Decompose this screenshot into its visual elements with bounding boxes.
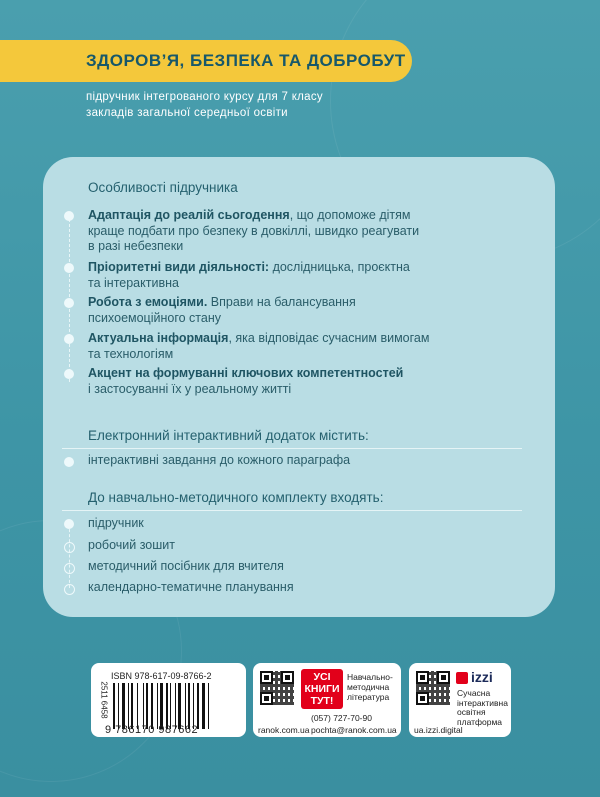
qr-corner [437,671,450,684]
feature-text: психоемоційного стану [88,310,221,325]
izzi-logo: izzi [471,669,493,685]
kit-item: підручник [88,516,144,530]
barcode-bar [185,683,186,729]
feature-text: , що допоможе дітям [289,208,411,222]
divider [62,510,522,511]
barcode-bar [166,683,168,729]
barcode-bar [170,683,171,729]
ranok-box [253,663,401,737]
barcode-bar [193,683,194,729]
feature-heading: Робота з емоціями. [88,295,208,309]
feature-text: , яка відповідає сучасним вимогам [228,331,430,345]
feature-text: Вправи на балансування [207,295,356,309]
feature-text: та технологіям [88,346,174,361]
qr-corner [260,692,273,705]
desc-line: платформа [457,716,503,727]
barcode-number: 9 786170 987662 [105,724,199,736]
barcode-bar [137,683,138,729]
book-title: ЗДОРОВ’Я, БЕЗПЕКА ТА ДОБРОБУТ [86,51,406,70]
bullet-icon [64,563,75,574]
bullet-icon [64,519,74,529]
desc-line: література [347,692,390,702]
desc-line: освітня [457,707,486,717]
feature-heading: Актуальна інформація [88,331,229,345]
feature-text: та інтерактивна [88,275,179,290]
barcode-bar [157,683,158,729]
divider [62,448,522,449]
bullet-icon [64,457,74,467]
barcode-bar [197,683,199,729]
izzi-site: ua.izzi.digital [414,725,463,735]
bullet-icon [64,542,75,553]
electronic-title: Електронний інтерактивний додаток містить: [88,428,369,443]
ranok-email: pochta@ranok.com.ua [311,725,397,735]
barcode-bar [151,683,153,729]
subtitle-line: підручник інтегрованого курсу для 7 класу [86,91,323,103]
badge-line: ТУТ! [310,695,334,707]
desc-line: Сучасна [457,688,491,698]
barcode-bar [143,683,144,729]
feature-item [88,208,488,255]
badge-line: КНИГИ [304,683,340,695]
qr-corner [260,671,273,684]
barcode-bar [122,683,125,729]
qr-code-icon [416,671,450,705]
ranok-phone: (057) 727-70-90 [311,713,372,723]
qr-corner [416,671,429,684]
barcode-bar [131,683,133,729]
feature-item [88,260,488,291]
kit-item: календарно-тематичне планування [88,580,294,594]
bullet-icon [64,369,74,379]
barcode-box [91,663,246,737]
barcode-bar [175,683,176,729]
feature-item [88,366,488,397]
kit-title: До навчально-методичного комплекту входять: [88,490,384,505]
ranok-badge [301,669,343,709]
qr-corner [416,692,429,705]
kit-timeline [69,524,71,588]
feature-text: і застосуванні їх у реальному житті [88,381,292,396]
ranok-description [347,672,393,702]
electronic-item: інтерактивні завдання до кожного параграфа [88,453,351,467]
feature-text: в разі небезпеки [88,239,184,253]
desc-line: інтерактивна [457,697,508,708]
kit-item: методичний посібник для вчителя [88,559,284,573]
qr-code-icon [260,671,294,705]
feature-item [88,295,488,326]
bullet-icon [64,334,74,344]
barcode-bar [202,683,205,729]
barcode-bar [188,683,190,729]
barcode-bar [178,683,181,729]
ranok-site: ranok.com.ua [258,725,310,735]
features-title: Особливості підручника [88,180,238,195]
barcode-bar [113,683,115,729]
barcode-bar [128,683,129,729]
barcode-bar [160,683,163,729]
badge-line: УСІ [313,671,331,683]
bullet-icon [64,584,75,595]
feature-heading: Пріоритетні види діяльності: [88,260,270,274]
isbn-text: ISBN 978-617-09-8766-2 [111,671,212,681]
feature-item [88,331,488,362]
bullet-icon [64,298,74,308]
izzi-logo-icon [456,672,468,684]
feature-heading: Адаптація до реалій сьогодення [88,208,290,222]
desc-line: методична [347,682,390,692]
book-subtitle [86,89,386,121]
barcode-bar [146,683,148,729]
barcode-icon [113,683,239,729]
feature-text: краще подбати про безпеку в довкіллі, швидко реагувати [88,223,420,238]
barcode-bar [208,683,209,729]
bullet-icon [64,211,74,221]
bullet-icon [64,263,74,273]
kit-item: робочий зошит [88,538,175,552]
barcode-vertical-number: 2511 6458 [99,681,109,719]
qr-corner [281,671,294,684]
izzi-box [409,663,511,737]
desc-line: Навчально- [347,672,393,682]
feature-heading: Акцент на формуванні ключових компетентностей [88,366,404,380]
subtitle-line: закладів загальної середньої освіти [86,107,288,119]
feature-text: дослідницька, проєктна [269,260,410,274]
barcode-bar [118,683,119,729]
izzi-description [457,689,508,727]
